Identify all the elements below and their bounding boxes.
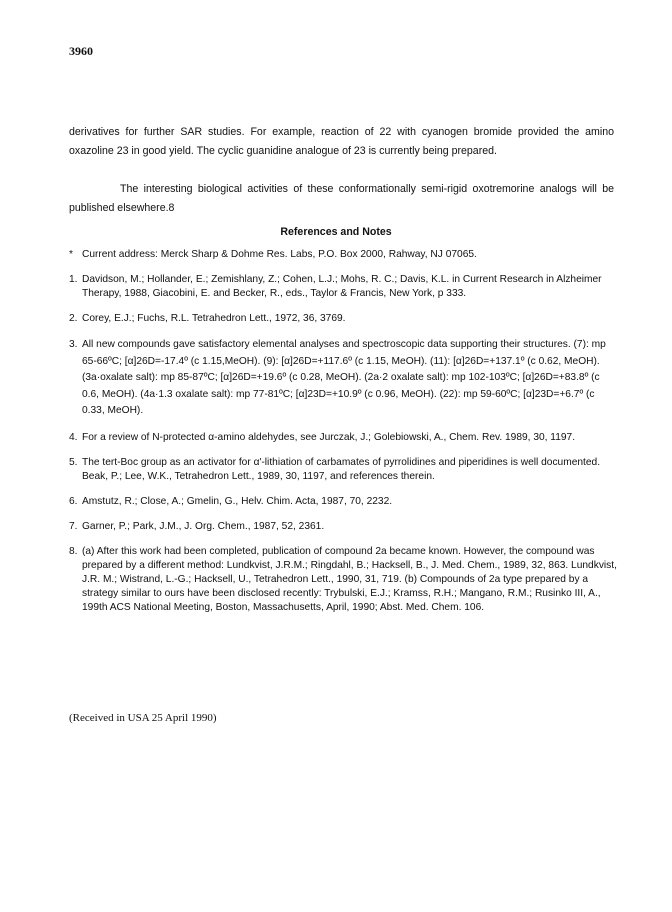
reference-item: [69, 545, 619, 615]
reference-item: [69, 431, 619, 445]
reference-text: Garner, P.; Park, J.M., J. Org. Chem., 1987, 52, 2361.: [82, 520, 325, 532]
reference-text: The tert-Boc group as an activator for α'-lithiation of carbamates of pyrrolidines and piperidines is well documented. Beak, P.; Lee, W.K., Tetrahedron Lett., 1989, 30, 1197, and references therein.: [82, 456, 601, 482]
reference-text: For a review of N-protected α-amino aldehydes, see Jurczak, J.; Golebiowski, A., Chem. Rev. 1989, 30, 1197.: [82, 431, 576, 443]
body-paragraph-2: The interesting biological activities of these conformationally semi-rigid oxotremorine analogs will be published elsewhere.8: [69, 183, 614, 214]
received-date: (Received in USA 25 April 1990): [69, 712, 217, 724]
reference-number: 1.: [69, 274, 78, 285]
reference-item: [69, 456, 619, 484]
reference-number: 7.: [69, 520, 78, 532]
reference-number: 4.: [69, 431, 78, 443]
reference-item: [69, 248, 619, 262]
reference-text: Amstutz, R.; Close, A.; Gmelin, G., Helv. Chim. Acta, 1987, 70, 2232.: [82, 495, 393, 507]
reference-text: Davidson, M.; Hollander, E.; Zemishlany, Z.; Cohen, L.J.; Mohs, R. C.; Davis, K.L. in Current Research in Alzheimer Therapy, 1988, Giacobini, E. and Becker, R., eds., Taylor & Francis, New York, p 333.: [82, 274, 602, 299]
reference-item: [69, 337, 619, 420]
reference-item: [69, 312, 619, 326]
reference-text: All new compounds gave satisfactory elemental analyses and spectroscopic data supporting their structures. (7): mp 65-66ºC; [α]26D=-17.4º (c 1.15,MeOH). (9): [α]26D=+117.6º (c 1.15, MeOH). (11): [α]26D=+137.1º (c 0.62, MeOH). (3a·oxalate salt): mp 85-87ºC; [α]26D=+19.6º (c 0.28, MeOH). (2a·2 oxalate salt): mp 102-103ºC; [α]26D=+83.8º (c 0.6, MeOH). (4a·1.3 oxalate salt): mp 77-81ºC; [α]23D=+10.9º (c 0.96, MeOH). (22): mp 59-60ºC; [α]23D=+6.7º (c 0.33, MeOH).: [82, 339, 606, 416]
reference-text: Corey, E.J.; Fuchs, R.L. Tetrahedron Lett., 1972, 36, 3769.: [82, 313, 346, 324]
reference-item: [69, 520, 619, 534]
references-list: [69, 248, 619, 626]
reference-number: *: [69, 249, 73, 260]
body-paragraph-1: derivatives for further SAR studies. For example, reaction of 22 with cyanogen bromide provided the amino oxazoline 23 in good yield. The cyclic guanidine analogue of 23 is currently being prepared.: [69, 126, 614, 157]
reference-number: 5.: [69, 456, 78, 468]
reference-number: 3.: [69, 339, 78, 350]
references-title: References and Notes: [280, 226, 392, 238]
reference-number: 6.: [69, 495, 78, 507]
page-number: 3960: [69, 44, 93, 58]
reference-item: [69, 495, 619, 509]
reference-text: Current address: Merck Sharp & Dohme Res. Labs, P.O. Box 2000, Rahway, NJ 07065.: [82, 249, 477, 260]
reference-item: [69, 273, 619, 301]
reference-number: 8.: [69, 545, 78, 557]
reference-text: (a) After this work had been completed, publication of compound 2a became known. However, the compound was prepared by a different method: Lundkvist, J.R.M.; Ringdahl, B.; Hacksell, B., J. Med. Chem., 1989, 32, 863. Lundkvist, J.R. M.; Wistrand, L.-G.; Hacksell, U., Tetrahedron Lett., 1990, 31, 719. (b) Compounds of 2a type prepared by a strategy similar to ours have been disclosed recently: Trybulski, E.J.; Kramss, R.H.; Mangano, R.M.; Rusinko III, A., 199th ACS National Meeting, Boston, Massachusetts, April, 1990; Abst. Med. Chem. 106.: [82, 545, 617, 613]
reference-number: 2.: [69, 313, 78, 324]
